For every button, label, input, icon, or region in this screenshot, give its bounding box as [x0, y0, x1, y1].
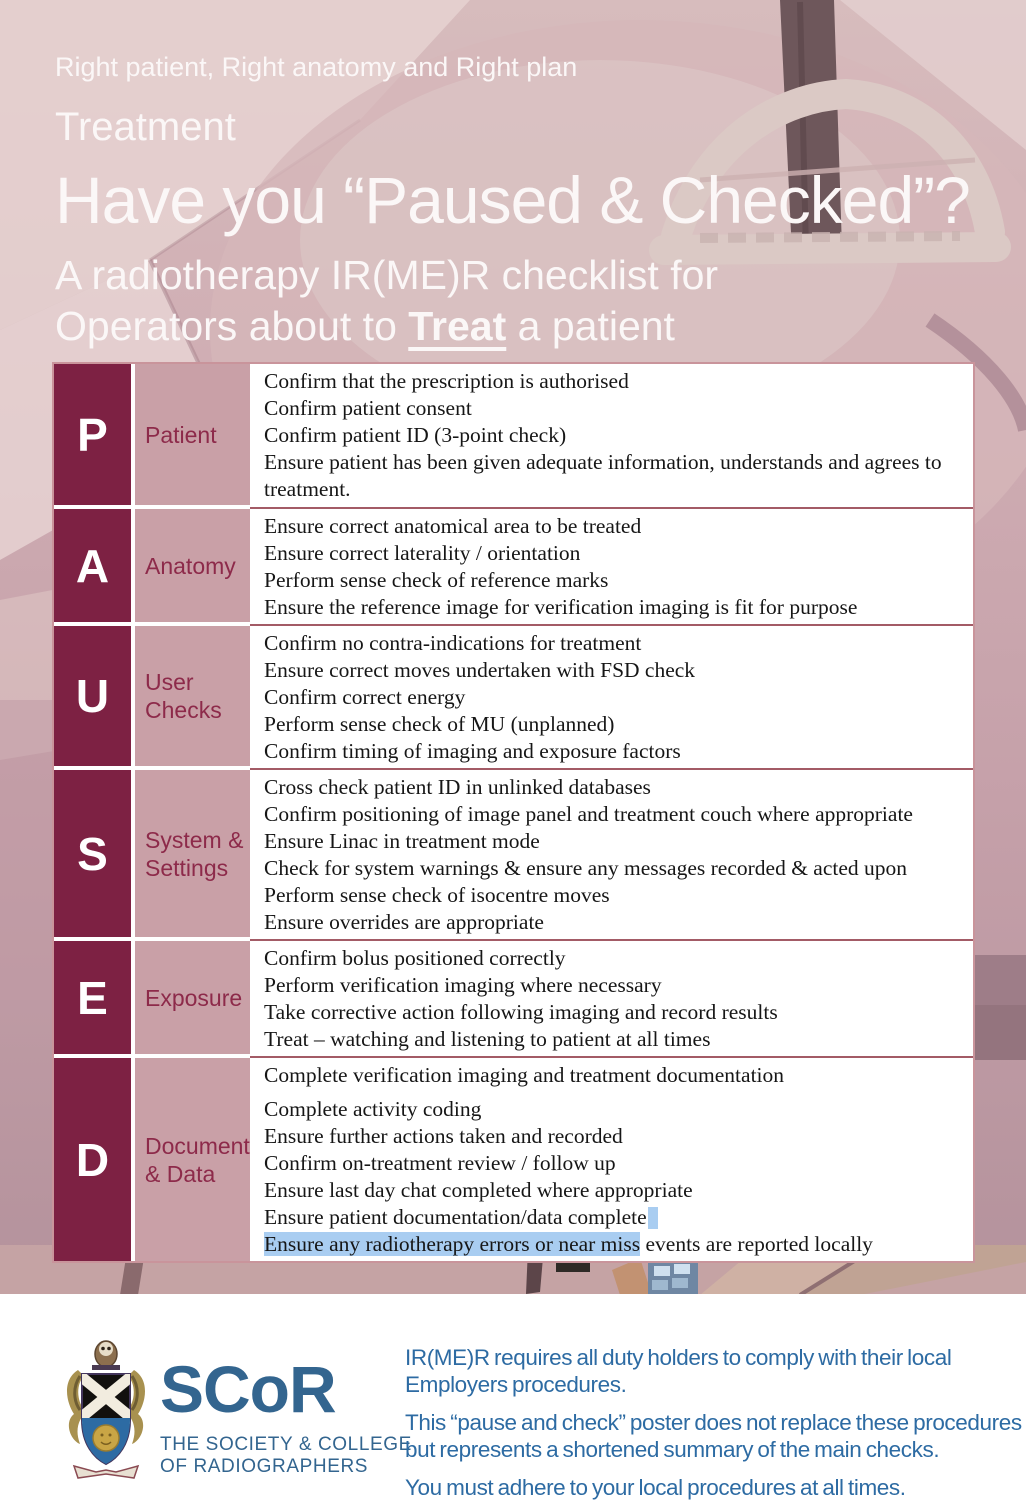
- checklist-item: Cross check patient ID in unlinked databases: [264, 775, 651, 799]
- checklist-item: Confirm patient consent: [264, 396, 472, 420]
- scor-logo: [60, 1332, 412, 1482]
- text-selection-highlight: Ensure any radiotherapy errors or near miss: [264, 1232, 641, 1256]
- treat-emphasis: Treat: [408, 303, 507, 349]
- kicker-text: Right patient, Right anatomy and Right plan: [55, 52, 578, 82]
- checklist-items: [250, 768, 973, 939]
- checklist-item: Confirm on-treatment review / follow up: [264, 1151, 616, 1175]
- checklist-items: [250, 939, 973, 1056]
- checklist-item: Confirm patient ID (3-point check): [264, 423, 567, 447]
- poster-title: Have you “Paused & Checked”?: [55, 163, 970, 237]
- scor-name-line1: THE SOCIETY & COLLEGE: [160, 1434, 412, 1455]
- checklist-item: Confirm positioning of image panel and treatment couch where appropriate: [264, 802, 913, 826]
- checklist-item: Ensure overrides are appropriate: [264, 910, 544, 934]
- category-label: Document & Data: [135, 1058, 250, 1261]
- checklist-item: Perform sense check of reference marks: [264, 568, 609, 592]
- category-label: Anatomy: [135, 509, 250, 622]
- scor-crest-icon: [60, 1332, 152, 1482]
- category-label: System & Settings: [135, 770, 250, 937]
- pause-letter-d: D: [54, 1058, 131, 1261]
- checklist-row-u: [54, 624, 973, 768]
- footer-paragraphs: [405, 1344, 1026, 1506]
- checklist-item: Ensure Linac in treatment mode: [264, 829, 540, 853]
- checklist-item: Confirm that the prescription is authorised: [264, 369, 629, 393]
- checklist-item: Ensure further actions taken and recorded: [264, 1124, 623, 1148]
- checklist-item: Confirm correct energy: [264, 685, 466, 709]
- checklist-row-a: [54, 507, 973, 624]
- category-label: User Checks: [135, 626, 250, 766]
- checklist-item: Ensure correct anatomical area to be treated: [264, 514, 642, 538]
- checklist-row-s: [54, 768, 973, 939]
- checklist-item: Take corrective action following imaging and record results: [264, 1000, 778, 1024]
- pause-letter-p: P: [54, 364, 131, 505]
- checklist-items: [250, 624, 973, 768]
- scor-name-line2: OF RADIOGRAPHERS: [160, 1456, 369, 1477]
- text-selection-highlight: [648, 1207, 658, 1229]
- checklist-row-p: [54, 364, 973, 507]
- checklist-item: Ensure any radiotherapy errors or near miss events are reported locally: [264, 1232, 873, 1256]
- checklist-items: [250, 364, 973, 507]
- checklist-item: Confirm timing of imaging and exposure factors: [264, 739, 681, 763]
- tagline: [55, 250, 970, 352]
- pause-letter-u: U: [54, 626, 131, 766]
- checklist-items: [250, 507, 973, 624]
- section-label: Treatment: [55, 105, 236, 149]
- checklist-item: Ensure the reference image for verification imaging is fit for purpose: [264, 595, 858, 619]
- category-label: Exposure: [135, 941, 250, 1054]
- pause-letter-a: A: [54, 509, 131, 622]
- checklist-item: Ensure correct laterality / orientation: [264, 541, 581, 565]
- checklist-item: Complete activity coding: [264, 1097, 482, 1121]
- checklist-item: Perform verification imaging where necessary: [264, 973, 662, 997]
- checklist-item: Ensure patient has been given adequate information, understands and agrees to treatment.: [264, 450, 942, 501]
- checklist-item: Ensure patient documentation/data complete: [264, 1204, 963, 1231]
- pause-letter-e: E: [54, 941, 131, 1054]
- scor-acronym: SCoR: [160, 1352, 336, 1426]
- checklist-item: Perform sense check of isocentre moves: [264, 883, 610, 907]
- checklist-row-e: [54, 939, 973, 1056]
- footer-paragraph: This “pause and check” poster does not replace these procedures but represents a shortened summary of the main checks.: [405, 1410, 1022, 1462]
- checklist-item: Confirm no contra-indications for treatment: [264, 631, 642, 655]
- checklist-item: Confirm bolus positioned correctly: [264, 946, 566, 970]
- tagline-line2-prefix: Operators about to: [55, 303, 409, 349]
- checklist-row-d: [54, 1056, 973, 1261]
- footer: [0, 1294, 1026, 1506]
- checklist-item: Perform sense check of MU (unplanned): [264, 712, 615, 736]
- footer-paragraph: IR(ME)R requires all duty holders to comply with their local Employers procedures.: [405, 1345, 952, 1397]
- scor-logo-text: [160, 1352, 412, 1482]
- checklist-item: Complete verification imaging and treatment documentation: [264, 1063, 785, 1087]
- footer-paragraph: You must adhere to your local procedures at all times.: [405, 1475, 906, 1500]
- category-label: Patient: [135, 364, 250, 505]
- checklist-item: Check for system warnings & ensure any messages recorded & acted upon: [264, 856, 908, 880]
- tagline-line2-suffix: a patient: [506, 303, 675, 349]
- pause-letter-s: S: [54, 770, 131, 937]
- tagline-line1: A radiotherapy IR(ME)R checklist for: [55, 252, 719, 298]
- checklist-items: [250, 1056, 973, 1261]
- checklist-item: Treat – watching and listening to patient at all times: [264, 1027, 711, 1051]
- pause-checklist-table: [52, 362, 975, 1263]
- checklist-item: Ensure correct moves undertaken with FSD check: [264, 658, 696, 682]
- checklist-item: Ensure last day chat completed where appropriate: [264, 1178, 693, 1202]
- poster-header: [55, 52, 970, 352]
